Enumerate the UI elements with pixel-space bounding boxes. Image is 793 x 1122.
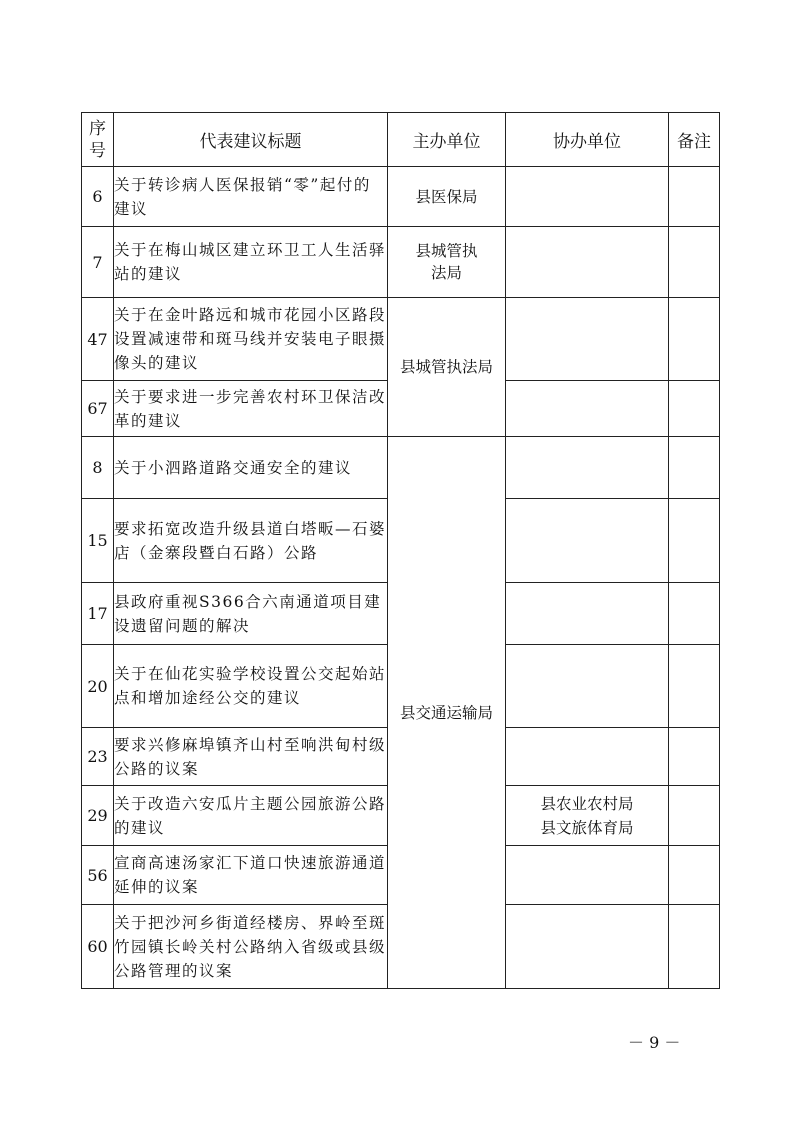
row-number: 67 [82,381,114,437]
assist-unit [506,167,669,227]
row-title: 关于在梅山城区建立环卫工人生活驿站的建议 [114,227,388,298]
assist-unit [506,583,669,645]
note-cell [669,381,720,437]
note-cell [669,786,720,846]
assist-unit [506,437,669,499]
assist-unit [506,645,669,728]
note-cell [669,227,720,298]
table-row [82,167,720,227]
row-title: 关于在仙花实验学校设置公交起始站点和增加途经公交的建议 [114,645,388,728]
header-seq-label: 序号 [89,118,106,161]
header-title: 代表建议标题 [114,113,388,167]
table-row [82,298,720,381]
assist-unit [506,786,669,846]
note-cell [669,728,720,786]
note-cell [669,645,720,728]
table-header-row [82,113,720,167]
row-title: 关于小泗路道路交通安全的建议 [114,437,388,499]
row-number: 29 [82,786,114,846]
proposals-table [81,112,720,989]
table-row [82,437,720,499]
row-title: 要求兴修麻埠镇齐山村至响洪甸村级公路的议案 [114,728,388,786]
page-number: － 9 － [628,1033,681,1052]
note-cell [669,298,720,381]
row-number: 23 [82,728,114,786]
row-title: 关于在金叶路远和城市花园小区路段设置减速带和斑马线并安装电子眼摄像头的建议 [114,298,388,381]
lead-unit: 县交通运输局 [388,437,506,989]
note-cell [669,846,720,905]
row-number: 20 [82,645,114,728]
assist-unit [506,905,669,989]
note-cell [669,583,720,645]
row-number: 17 [82,583,114,645]
assist-unit [506,846,669,905]
header-lead: 主办单位 [388,113,506,167]
row-title: 县政府重视S366合六南通道项目建设遗留问题的解决 [114,583,388,645]
row-number: 8 [82,437,114,499]
assist-unit [506,728,669,786]
row-number: 60 [82,905,114,989]
note-cell [669,905,720,989]
note-cell [669,499,720,583]
assist-unit [506,499,669,583]
header-note: 备注 [669,113,720,167]
note-cell [669,167,720,227]
header-assist: 协办单位 [506,113,669,167]
row-title: 关于改造六安瓜片主题公园旅游公路的建议 [114,786,388,846]
lead-unit: 县城管执法局 [388,298,506,437]
row-number: 6 [82,167,114,227]
note-cell [669,437,720,499]
lead-unit [388,227,506,298]
row-title: 关于要求进一步完善农村环卫保洁改革的建议 [114,381,388,437]
assist-unit [506,381,669,437]
row-number: 47 [82,298,114,381]
row-number: 7 [82,227,114,298]
row-number: 56 [82,846,114,905]
lead-unit-text: 县城管执法局 [415,242,478,282]
row-title: 关于把沙河乡街道经楼房、界岭至斑竹园镇长岭关村公路纳入省级或县级公路管理的议案 [114,905,388,989]
lead-unit: 县医保局 [388,167,506,227]
header-seq [82,113,114,167]
table-row [82,227,720,298]
assist-unit [506,227,669,298]
assist-unit-text: 县农业农村局县文旅体育局 [540,794,634,837]
row-number: 15 [82,499,114,583]
row-title: 宣商高速汤家汇下道口快速旅游通道延伸的议案 [114,846,388,905]
row-title: 关于转诊病人医保报销“零”起付的建议 [114,167,388,227]
row-title: 要求拓宽改造升级县道白塔畈—石婆店（金寨段暨白石路）公路 [114,499,388,583]
assist-unit [506,298,669,381]
